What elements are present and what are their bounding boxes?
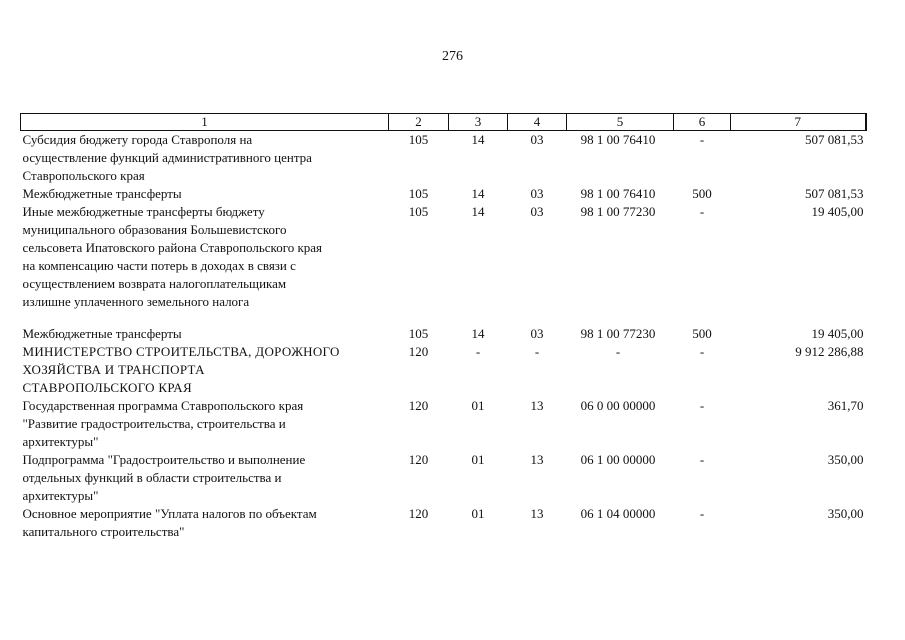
cell-c6: 500 [692, 186, 712, 201]
cell-c7: 9 912 286,88 [795, 344, 864, 359]
row-name [21, 451, 389, 505]
table-row [21, 185, 866, 203]
cell-c3: 14 [471, 132, 485, 147]
row-name [21, 343, 389, 397]
header-col-5: 5 [567, 114, 674, 131]
cell-c4: 13 [530, 506, 544, 521]
name-line: архитектуры" [22, 488, 99, 503]
cell-c6: 500 [692, 326, 712, 341]
table-row [21, 325, 866, 343]
page-number: 276 [442, 49, 463, 64]
row-name [21, 131, 389, 186]
name-line: отдельных функций в области строительства и [22, 470, 282, 485]
budget-table [20, 113, 867, 541]
header-col-2: 2 [389, 114, 449, 131]
name-line: Основное мероприятие "Уплата налогов по объектам [22, 506, 317, 521]
cell-c3: 01 [471, 506, 485, 521]
cell-c5: 98 1 00 77230 [580, 204, 656, 219]
row-name [21, 505, 389, 541]
name-line: Межбюджетные трансферты [22, 186, 182, 201]
cell-c5: 98 1 00 76410 [580, 132, 656, 147]
cell-c6: - [699, 506, 705, 521]
cell-c5: 06 1 04 00000 [580, 506, 656, 521]
cell-c4: 13 [530, 452, 544, 467]
row-name [21, 185, 389, 203]
name-line: Межбюджетные трансферты [22, 326, 182, 341]
name-line: муниципального образования Большевистского [22, 222, 287, 237]
table-row [21, 397, 866, 451]
table-row [21, 451, 866, 505]
name-line: Подпрограмма "Градостроительство и выполнение [22, 452, 306, 467]
cell-c5: 98 1 00 76410 [580, 186, 656, 201]
row-name [21, 397, 389, 451]
name-line: Иные межбюджетные трансферты бюджету [22, 204, 265, 219]
cell-c7: 19 405,00 [811, 204, 864, 219]
header-row [21, 114, 866, 131]
cell-c3: 14 [471, 204, 485, 219]
table-row [21, 131, 866, 186]
cell-c3: 01 [471, 452, 485, 467]
cell-c4: 03 [530, 132, 544, 147]
header-col-1: 1 [21, 114, 389, 131]
cell-c6: - [699, 344, 705, 359]
name-line: излишне уплаченного земельного налога [22, 294, 250, 309]
cell-c4: - [534, 344, 540, 359]
name-line: архитектуры" [22, 434, 99, 449]
name-line: на компенсацию части потерь в доходах в связи с [22, 258, 296, 273]
cell-c5: 06 1 00 00000 [580, 452, 656, 467]
cell-c4: 03 [530, 186, 544, 201]
name-line: осуществление функций административного центра [22, 150, 312, 165]
header-col-4: 4 [508, 114, 567, 131]
cell-c7: 361,70 [827, 398, 864, 413]
name-line: СТАВРОПОЛЬСКОГО КРАЯ [22, 380, 192, 395]
cell-c4: 03 [530, 204, 544, 219]
row-name [21, 203, 389, 311]
cell-c7: 350,00 [827, 506, 864, 521]
cell-c6: - [699, 132, 705, 147]
cell-c2: 105 [408, 132, 429, 147]
name-line: капитального строительства" [22, 524, 185, 539]
header-col-7: 7 [731, 114, 866, 131]
cell-c3: 14 [471, 326, 485, 341]
cell-c3: 14 [471, 186, 485, 201]
cell-c5: - [615, 344, 621, 359]
table-row [21, 203, 866, 311]
cell-c5: 98 1 00 77230 [580, 326, 656, 341]
cell-c5: 06 0 00 00000 [580, 398, 656, 413]
name-line: МИНИСТЕРСТВО СТРОИТЕЛЬСТВА, ДОРОЖНОГО [22, 344, 340, 359]
name-line: ХОЗЯЙСТВА И ТРАНСПОРТА [22, 362, 205, 377]
table-row [21, 343, 866, 397]
cell-c2: 105 [408, 326, 429, 341]
row-name [21, 325, 389, 343]
cell-c2: 120 [408, 344, 429, 359]
spacer-cell [21, 311, 866, 325]
name-line: Ставропольского края [22, 168, 145, 183]
header-col-6: 6 [674, 114, 731, 131]
cell-c3: 01 [471, 398, 485, 413]
spacer-row [21, 311, 866, 325]
cell-c7: 350,00 [827, 452, 864, 467]
cell-c2: 120 [408, 452, 429, 467]
cell-c7: 507 081,53 [805, 132, 864, 147]
cell-c6: - [699, 452, 705, 467]
name-line: Государственная программа Ставропольского края [22, 398, 304, 413]
cell-c2: 105 [408, 186, 429, 201]
name-line: осуществлением возврата налогоплательщикам [22, 276, 287, 291]
cell-c7: 19 405,00 [811, 326, 864, 341]
name-line: сельсовета Ипатовского района Ставропольского края [22, 240, 323, 255]
table-row [21, 505, 866, 541]
name-line: Субсидия бюджету города Ставрополя на [22, 132, 253, 147]
cell-c6: - [699, 204, 705, 219]
cell-c2: 120 [408, 398, 429, 413]
cell-c4: 03 [530, 326, 544, 341]
name-line: "Развитие градостроительства, строительства и [22, 416, 286, 431]
cell-c3: - [475, 344, 481, 359]
cell-c4: 13 [530, 398, 544, 413]
cell-c7: 507 081,53 [805, 186, 864, 201]
cell-c6: - [699, 398, 705, 413]
cell-c2: 105 [408, 204, 429, 219]
header-col-3: 3 [449, 114, 508, 131]
cell-c2: 120 [408, 506, 429, 521]
